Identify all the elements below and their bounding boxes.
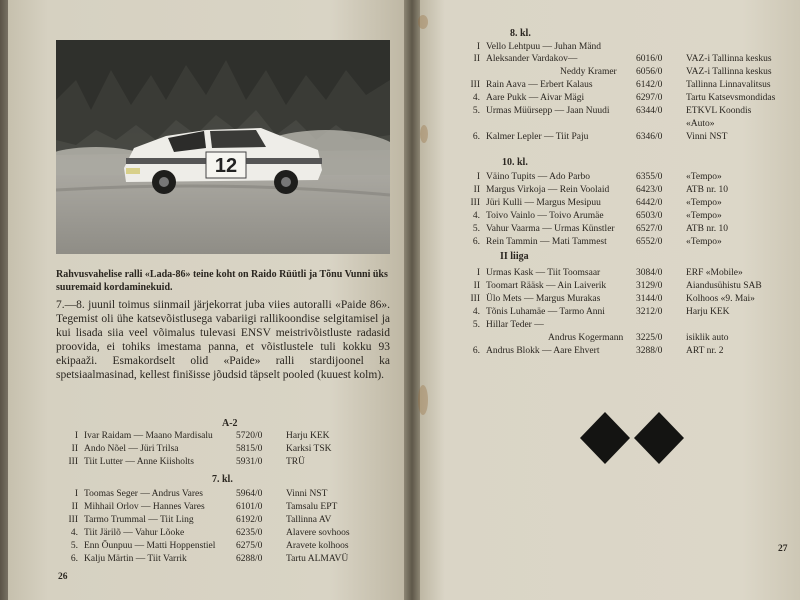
place: I <box>476 42 480 52</box>
place: 5. <box>472 106 480 116</box>
team: Aiandusühistu SAB <box>686 281 762 291</box>
time: 3288/0 <box>636 346 663 356</box>
crew: Kalmer Lepler — Tiit Paju <box>486 132 589 142</box>
time: 5815/0 <box>236 444 263 454</box>
team: Vinni NST <box>686 132 728 142</box>
time: 5720/0 <box>236 431 263 441</box>
place: 5. <box>70 541 78 551</box>
crew: Mihhail Orlov — Hannes Vares <box>84 502 205 512</box>
crew: Aare Pukk — Aivar Mägi <box>486 93 585 103</box>
place: I <box>476 268 480 278</box>
crew: Tiit Järilõ — Vahur Lõoke <box>84 528 185 538</box>
crew: Urmas Kask — Tiit Toomsaar <box>486 268 601 278</box>
time: 6192/0 <box>236 515 263 525</box>
place: 6. <box>472 237 480 247</box>
crew: Tõnis Luhamäe — Tarmo Anni <box>486 307 605 317</box>
time: 6346/0 <box>636 132 663 142</box>
crew: Väino Tupits — Ado Parbo <box>486 172 590 182</box>
crew: Aleksander Vardakov— <box>486 54 578 64</box>
crew: Kalju Märtin — Tiit Varrik <box>84 554 187 564</box>
crew: Neddy Kramer <box>560 67 617 77</box>
time: 6442/0 <box>636 198 663 208</box>
crew: Andrus Kogermann <box>548 333 624 343</box>
section-title-a2: A-2 <box>222 418 238 429</box>
time: 6297/0 <box>636 93 663 103</box>
team: VAZ-i Tallinna keskus <box>686 67 772 77</box>
page-number-right: 27 <box>778 544 788 554</box>
team: Harju KEK <box>686 307 730 317</box>
team: Karksi TSK <box>286 444 332 454</box>
team: isiklik auto <box>686 333 729 343</box>
time: 6344/0 <box>636 106 663 116</box>
place: I <box>74 431 78 441</box>
time: 6016/0 <box>636 54 663 64</box>
rally-car-image <box>56 40 390 254</box>
time: 6355/0 <box>636 172 663 182</box>
crew: Vahur Vaarma — Urmas Künstler <box>486 224 615 234</box>
article-paragraph: 7.—8. juunil toimus siinmail järjekorrat juba viies autoralli «Paide 86». Tegemist oli ühe katsevõistlusega vabariigi rallikoondise selgitamisel ja kui lisada siia veel võimalus tulevasi ENSV meistrivõistluste radasid proovida, ei tohiks imestama panna, et võistlustele tuli kokku 93 ekipaaži. Esmakordselt olid «Paide» ralli stardijoonel ka spetsiaalmasinad, kellest finišisse jõudsid täpselt pooled (kuuest kolm). <box>56 299 390 381</box>
place: I <box>476 172 480 182</box>
car-number: 12 <box>214 155 238 177</box>
crew: Andrus Blokk — Aare Ehvert <box>486 346 600 356</box>
team: Alavere sovhoos <box>286 528 350 538</box>
crew: Ivar Raidam — Maano Mardisalu <box>84 431 213 441</box>
crew: Tarmo Trummal — Tiit Ling <box>84 515 194 525</box>
time: 6275/0 <box>236 541 263 551</box>
place: III <box>68 457 78 467</box>
team: TRÜ <box>286 457 305 467</box>
place: II <box>473 281 480 291</box>
paper-stain <box>418 385 428 415</box>
page-number-left: 26 <box>58 572 68 582</box>
paper-stain <box>418 15 428 29</box>
place: 6. <box>472 132 480 142</box>
team: Aravete kolhoos <box>286 541 349 551</box>
section-title-ii-liiga: II liiga <box>500 251 529 262</box>
team: ERF «Mobile» <box>686 268 743 278</box>
team: ETKVL Koondis <box>686 106 752 116</box>
crew: Vello Lehtpuu — Juhan Mänd <box>486 42 602 52</box>
time: 6056/0 <box>636 67 663 77</box>
place: II <box>71 444 78 454</box>
time: 3084/0 <box>636 268 663 278</box>
place: III <box>470 294 480 304</box>
crew: Enn Õunpuu — Matti Hoppenstiel <box>84 541 216 551</box>
place: 4. <box>472 211 480 221</box>
team: Harju KEK <box>286 431 330 441</box>
crew: Rain Aava — Erbert Kalaus <box>486 80 593 90</box>
crew: Jüri Kulli — Margus Mesipuu <box>486 198 601 208</box>
place: 4. <box>70 528 78 538</box>
team: Kolhoos «9. Mai» <box>686 294 755 304</box>
time: 6527/0 <box>636 224 663 234</box>
team: «Tempo» <box>686 211 722 221</box>
crew: Hillar Teder — <box>486 320 544 330</box>
team: Tamsalu EPT <box>286 502 338 512</box>
time: 5931/0 <box>236 457 263 467</box>
time: 6552/0 <box>636 237 663 247</box>
team: Tartu ALMAVÜ <box>286 554 349 564</box>
crew: Urmas Müürsepp — Jaan Nuudi <box>486 106 610 116</box>
diamond-ornament-icon <box>580 412 690 464</box>
crew: Tiit Lutter — Anne Kiisholts <box>84 457 194 467</box>
book-gutter <box>404 0 420 600</box>
time: 6288/0 <box>236 554 263 564</box>
time: 6503/0 <box>636 211 663 221</box>
crew: Ando Nõel — Jüri Trilsa <box>84 444 179 454</box>
time: 3129/0 <box>636 281 663 291</box>
team: Tartu Katsevsmondidas <box>686 93 776 103</box>
place: 4. <box>472 307 480 317</box>
team: ATB nr. 10 <box>686 185 728 195</box>
place: 6. <box>70 554 78 564</box>
place: I <box>74 489 78 499</box>
paper-stain <box>420 125 428 143</box>
section-title-8kl: 8. kl. <box>510 28 531 39</box>
team: Tallinna AV <box>286 515 332 525</box>
crew: Ülo Mets — Margus Murakas <box>486 294 601 304</box>
team: VAZ-i Tallinna keskus <box>686 54 772 64</box>
place: 5. <box>472 320 480 330</box>
place: II <box>473 54 480 64</box>
place: III <box>470 198 480 208</box>
time: 6235/0 <box>236 528 263 538</box>
place: 4. <box>472 93 480 103</box>
time: 3225/0 <box>636 333 663 343</box>
team: «Tempo» <box>686 237 722 247</box>
crew: Toomart Rääsk — Ain Laiverik <box>486 281 607 291</box>
team: ATB nr. 10 <box>686 224 728 234</box>
time: 6101/0 <box>236 502 263 512</box>
section-title-10kl: 10. kl. <box>502 157 528 168</box>
team: «Auto» <box>686 119 715 129</box>
time: 3144/0 <box>636 294 663 304</box>
photo-caption: Rahvusvahelise ralli «Lada-86» teine koht on Raido Rüütli ja Tõnu Vunni üks suuremaid kordaminekuid. <box>56 269 388 293</box>
section-title-7kl: 7. kl. <box>212 474 233 485</box>
place: 6. <box>472 346 480 356</box>
rally-photo <box>56 40 390 254</box>
place: 5. <box>472 224 480 234</box>
time: 3212/0 <box>636 307 663 317</box>
place: III <box>470 80 480 90</box>
time: 5964/0 <box>236 489 263 499</box>
place: II <box>473 185 480 195</box>
crew: Rein Tammin — Mati Tammest <box>486 237 607 247</box>
crew: Toomas Seger — Andrus Vares <box>84 489 203 499</box>
time: 6142/0 <box>636 80 663 90</box>
team: ART nr. 2 <box>686 346 724 356</box>
team: «Tempo» <box>686 172 722 182</box>
time: 6423/0 <box>636 185 663 195</box>
team: Vinni NST <box>286 489 328 499</box>
team: Tallinna Linnavalitsus <box>686 80 771 90</box>
place: III <box>68 515 78 525</box>
crew: Margus Virkoja — Rein Voolaid <box>486 185 610 195</box>
place: II <box>71 502 78 512</box>
team: «Tempo» <box>686 198 722 208</box>
crew: Toivo Vainlo — Toivo Arumäe <box>486 211 604 221</box>
